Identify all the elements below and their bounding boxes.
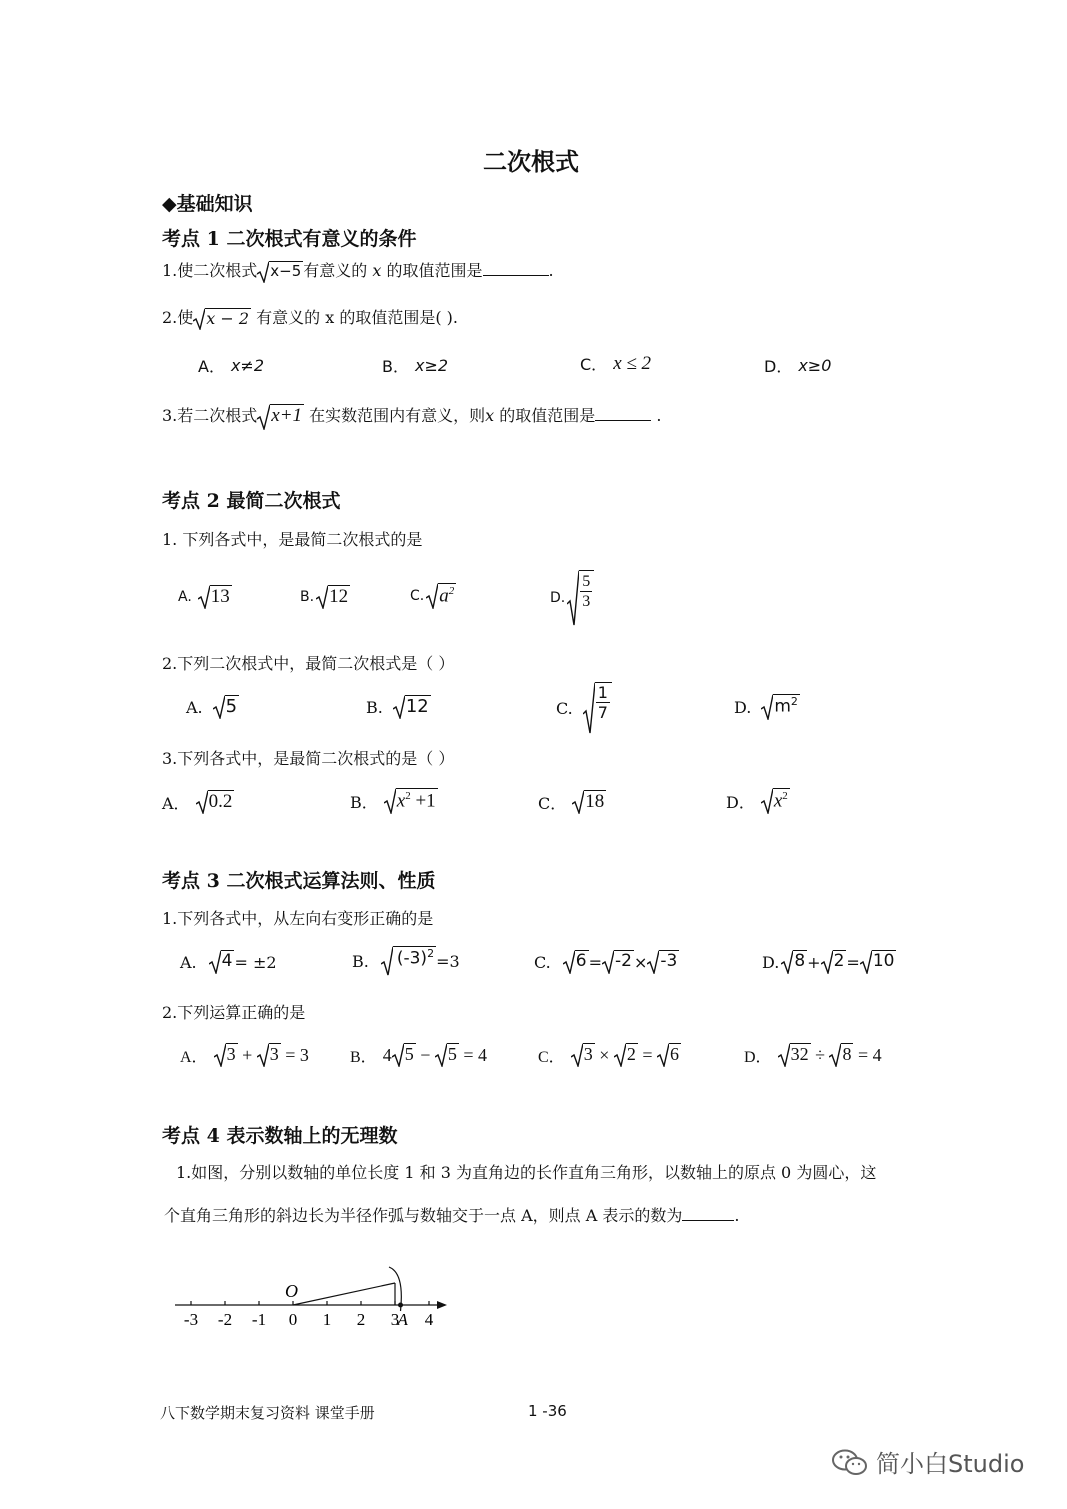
- k2-q2-text: 2.下列二次根式中，最简二次根式是（ ）: [162, 654, 455, 673]
- answer-blank[interactable]: [682, 1220, 734, 1221]
- hypotenuse: [293, 1283, 395, 1305]
- k3-q1-option-b[interactable]: [352, 946, 460, 976]
- sqrt-expr: [392, 1043, 416, 1067]
- option-label: D.: [762, 952, 780, 972]
- option-label: C.: [556, 698, 573, 718]
- number-line-figure: [165, 1245, 465, 1335]
- denominator: 7: [597, 703, 608, 722]
- k2-q2-option-c[interactable]: [556, 682, 612, 734]
- watermark: [830, 1444, 1024, 1479]
- point-a-dot: [398, 1303, 403, 1308]
- radicand: 0.2: [208, 791, 233, 812]
- k1-q3-end: .: [656, 406, 662, 425]
- sqrt-expr: [213, 695, 239, 719]
- radicand: 3: [269, 1043, 281, 1067]
- radicand: 6: [669, 1043, 681, 1067]
- radicand: 18: [585, 791, 605, 812]
- operator: +: [807, 952, 821, 972]
- sqrt-expr: [572, 790, 606, 814]
- k1-heading: 考点 1 二次根式有意义的条件: [162, 228, 417, 250]
- answer-blank[interactable]: [483, 275, 549, 276]
- k4-q1-line1: 1.如图，分别以数轴的单位长度 1 和 3 为直角边的长作直角三角形，以数轴上的原点 0 为圆心，这: [176, 1163, 877, 1182]
- k2-heading: 考点 2 最简二次根式: [162, 490, 341, 512]
- section-header: ◆基础知识: [162, 193, 253, 215]
- radicand: 12: [329, 586, 349, 607]
- radicand: -2: [614, 950, 634, 974]
- k1-q2-option-c[interactable]: [580, 352, 651, 375]
- sqrt-expr: [257, 1043, 281, 1067]
- radicand: x: [773, 790, 783, 812]
- sqrt-expr: [316, 585, 350, 609]
- option-label: A．: [180, 1048, 208, 1066]
- numerator: 1: [597, 683, 608, 702]
- point-a-label: A: [397, 1310, 408, 1329]
- k1-q3-post: 在实数范围内有意义，则: [304, 406, 486, 425]
- radicand: 8: [841, 1043, 853, 1067]
- wechat-icon: [830, 1447, 870, 1477]
- rhs: = 4: [458, 1044, 487, 1065]
- radicand: 8: [793, 950, 807, 974]
- k1-q3: [162, 403, 661, 430]
- k1-q2-option-b[interactable]: [382, 354, 448, 377]
- option-label: B.: [366, 697, 383, 717]
- radicand: 13: [210, 586, 230, 607]
- sqrt-expr: [426, 583, 456, 609]
- tick-label: -2: [217, 1310, 233, 1329]
- option-label: A.: [178, 589, 192, 605]
- rhs: = 4: [853, 1044, 882, 1065]
- option-label: A.: [180, 952, 197, 972]
- option-label: A．: [162, 793, 190, 813]
- sqrt-expr: [257, 261, 303, 283]
- radicand: 2: [626, 1043, 638, 1067]
- radicand: (-3): [396, 948, 428, 969]
- option-label: B.: [352, 951, 369, 971]
- sqrt-expr: [860, 950, 897, 974]
- sqrt-expr: [196, 790, 235, 814]
- radicand: 32: [790, 1043, 811, 1067]
- option-label: B．: [350, 1048, 377, 1066]
- k1-q1-post2: 的取值范围是: [381, 261, 483, 280]
- k2-q2-option-a[interactable]: [186, 695, 239, 719]
- rhs: = 3: [280, 1044, 309, 1065]
- k1-q2: [162, 305, 458, 330]
- k3-q2-option-c[interactable]: [538, 1043, 681, 1067]
- radicand: 5: [225, 696, 238, 717]
- k3-q1-option-d[interactable]: [762, 950, 896, 974]
- sqrt-expr: [384, 788, 438, 814]
- k1-q3-radicand: x+1: [270, 404, 304, 430]
- option-label: D．: [726, 792, 755, 812]
- exponent: 2: [427, 947, 435, 960]
- k2-q3-text: 3.下列各式中，是最简二次根式的是（ ）: [162, 749, 455, 768]
- operator: ×: [594, 1044, 614, 1065]
- footer-left: 八下数学期末复习资料 课堂手册: [160, 1404, 375, 1422]
- sqrt-fraction: [583, 682, 612, 734]
- tick-label: 0: [288, 1310, 298, 1329]
- option-label: D.: [550, 590, 566, 606]
- option-label: A．: [198, 357, 225, 376]
- operator: +: [237, 1044, 257, 1065]
- k1-q2-option-d[interactable]: [764, 354, 831, 377]
- operator: ÷: [810, 1044, 830, 1065]
- exponent: 2: [782, 790, 788, 802]
- coefficient: 4: [382, 1044, 392, 1065]
- tick-label: -1: [251, 1310, 267, 1329]
- operator: −: [415, 1044, 435, 1065]
- k1-q2-post: 有意义的 x 的取值范围是( ).: [251, 308, 459, 327]
- sqrt-expr: [214, 1043, 238, 1067]
- tick-label: 1: [322, 1310, 332, 1329]
- sqrt-expr: [761, 694, 800, 720]
- k4-heading: 考点 4 表示数轴上的无理数: [162, 1125, 398, 1147]
- sqrt-expr: [778, 1043, 811, 1067]
- k1-q3-var: x: [485, 406, 495, 425]
- option-label: B.: [300, 589, 315, 605]
- k3-q1-option-c[interactable]: [534, 950, 679, 974]
- page-number: 1 -36: [528, 1402, 567, 1420]
- tick-label: 4: [424, 1310, 434, 1329]
- k2-q1-option-a[interactable]: [178, 585, 232, 609]
- equals: =: [846, 952, 860, 972]
- sqrt-expr: [193, 308, 251, 330]
- sqrt-expr: [435, 1043, 459, 1067]
- k2-q1-option-d[interactable]: [550, 570, 594, 626]
- option-value: x ≤ 2: [613, 352, 652, 374]
- rhs: =3: [436, 951, 460, 971]
- sqrt-expr: [381, 946, 436, 976]
- option-value: x≥0: [798, 356, 832, 375]
- k4-q1-line2-text: 个直角三角形的斜边长为半径作弧与数轴交于一点 A，则点 A 表示的数为: [164, 1206, 683, 1225]
- sqrt-expr: [829, 1043, 853, 1067]
- k2-q2-option-d[interactable]: [734, 694, 800, 720]
- exponent: 2: [448, 585, 455, 597]
- tick-label: 2: [356, 1310, 366, 1329]
- page-title: 二次根式: [483, 147, 579, 176]
- k1-q1-post: 有意义的: [303, 261, 368, 280]
- tick-label: -3: [183, 1310, 199, 1329]
- k1-q1-pre: 1.使二次根式: [162, 261, 258, 280]
- numerator: 5: [582, 573, 591, 590]
- sqrt-expr: [761, 788, 790, 814]
- sqrt-expr: [602, 950, 634, 974]
- operator: ×: [633, 952, 648, 972]
- k2-q1-option-b[interactable]: [300, 585, 350, 609]
- k2-q1-option-c[interactable]: [410, 583, 456, 609]
- option-label: D.: [734, 697, 752, 717]
- option-label: C．: [538, 1048, 565, 1066]
- radicand: x: [396, 790, 406, 812]
- option-label: C.: [410, 588, 425, 604]
- k1-q2-radicand: x − 2: [206, 308, 250, 328]
- origin-label: O: [285, 1281, 298, 1301]
- radicand: 5: [447, 1043, 459, 1067]
- radicand: m: [774, 696, 791, 717]
- sqrt-expr: [821, 950, 847, 974]
- k1-q1-radicand: x−5: [269, 261, 303, 283]
- answer-blank[interactable]: [595, 420, 651, 421]
- option-label: C．: [538, 793, 567, 813]
- radicand: 3: [583, 1043, 595, 1067]
- k3-q2-option-a[interactable]: [180, 1043, 309, 1067]
- option-value: x≥2: [414, 356, 449, 375]
- radicand-tail: +1: [410, 790, 436, 812]
- radicand: 10: [872, 950, 897, 974]
- watermark-text: 简小白Studio: [876, 1450, 1025, 1478]
- axis-arrow: [437, 1301, 447, 1309]
- k4-q1-end: .: [734, 1206, 740, 1225]
- k1-q1-end: .: [548, 261, 554, 280]
- rhs: = ±2: [234, 952, 277, 972]
- option-value: x≠2: [230, 356, 265, 375]
- k1-q1: [162, 258, 554, 283]
- option-label: A.: [186, 697, 203, 717]
- equals: =: [588, 952, 602, 972]
- sqrt-expr: [198, 585, 232, 609]
- k2-q3-option-a[interactable]: [162, 790, 234, 814]
- radicand: 4: [221, 950, 235, 974]
- radicand: 6: [575, 950, 589, 974]
- sqrt-fraction: [567, 570, 594, 626]
- radicand: -3: [659, 950, 679, 974]
- option-label: C．: [580, 355, 608, 374]
- sqrt-expr: [257, 404, 304, 430]
- sqrt-expr: [781, 950, 807, 974]
- radicand: 5: [404, 1043, 416, 1067]
- option-label: C.: [534, 952, 551, 972]
- radicand: 2: [833, 950, 847, 974]
- option-label: D．: [744, 1048, 772, 1066]
- option-label: D．: [764, 357, 793, 376]
- k4-q1-line2: [164, 1203, 739, 1226]
- k2-q3-option-d[interactable]: [726, 788, 790, 814]
- sqrt-expr: [657, 1043, 681, 1067]
- sqrt-expr: [647, 950, 679, 974]
- k1-q3-post2: 的取值范围是: [494, 406, 596, 425]
- k3-q1-text: 1.下列各式中，从左向右变形正确的是: [162, 909, 434, 928]
- k1-q1-var: x: [372, 261, 382, 280]
- sqrt-expr: [393, 695, 431, 719]
- k1-q3-pre: 3.若二次根式: [162, 406, 258, 425]
- k3-q2-option-d[interactable]: [744, 1043, 882, 1067]
- k2-q2-option-b[interactable]: [366, 695, 431, 719]
- k3-q1-option-a[interactable]: [180, 950, 277, 974]
- sqrt-expr: [614, 1043, 638, 1067]
- sqrt-expr: [209, 950, 235, 974]
- sqrt-expr: [571, 1043, 595, 1067]
- radicand: 12: [405, 696, 429, 717]
- k3-q2-option-b[interactable]: [350, 1043, 487, 1067]
- radicand: a: [439, 585, 449, 607]
- k3-q2-text: 2.下列运算正确的是: [162, 1003, 306, 1022]
- k2-q1-text: 1. 下列各式中，是最简二次根式的是: [162, 530, 423, 549]
- option-label: B．: [350, 792, 378, 812]
- tick-label: 3: [390, 1310, 400, 1329]
- radicand: 3: [226, 1043, 238, 1067]
- option-label: B．: [382, 357, 409, 376]
- k2-q3-option-b[interactable]: [350, 788, 438, 814]
- k2-q3-option-c[interactable]: [538, 790, 606, 814]
- k1-q2-pre: 2.使: [162, 308, 194, 327]
- equals: =: [637, 1044, 657, 1065]
- k1-q2-option-a[interactable]: [198, 354, 264, 377]
- k3-heading: 考点 3 二次根式运算法则、性质: [162, 870, 436, 892]
- sqrt-expr: [563, 950, 589, 974]
- denominator: 3: [582, 593, 591, 610]
- exponent: 2: [790, 695, 798, 708]
- exponent: 2: [405, 790, 411, 802]
